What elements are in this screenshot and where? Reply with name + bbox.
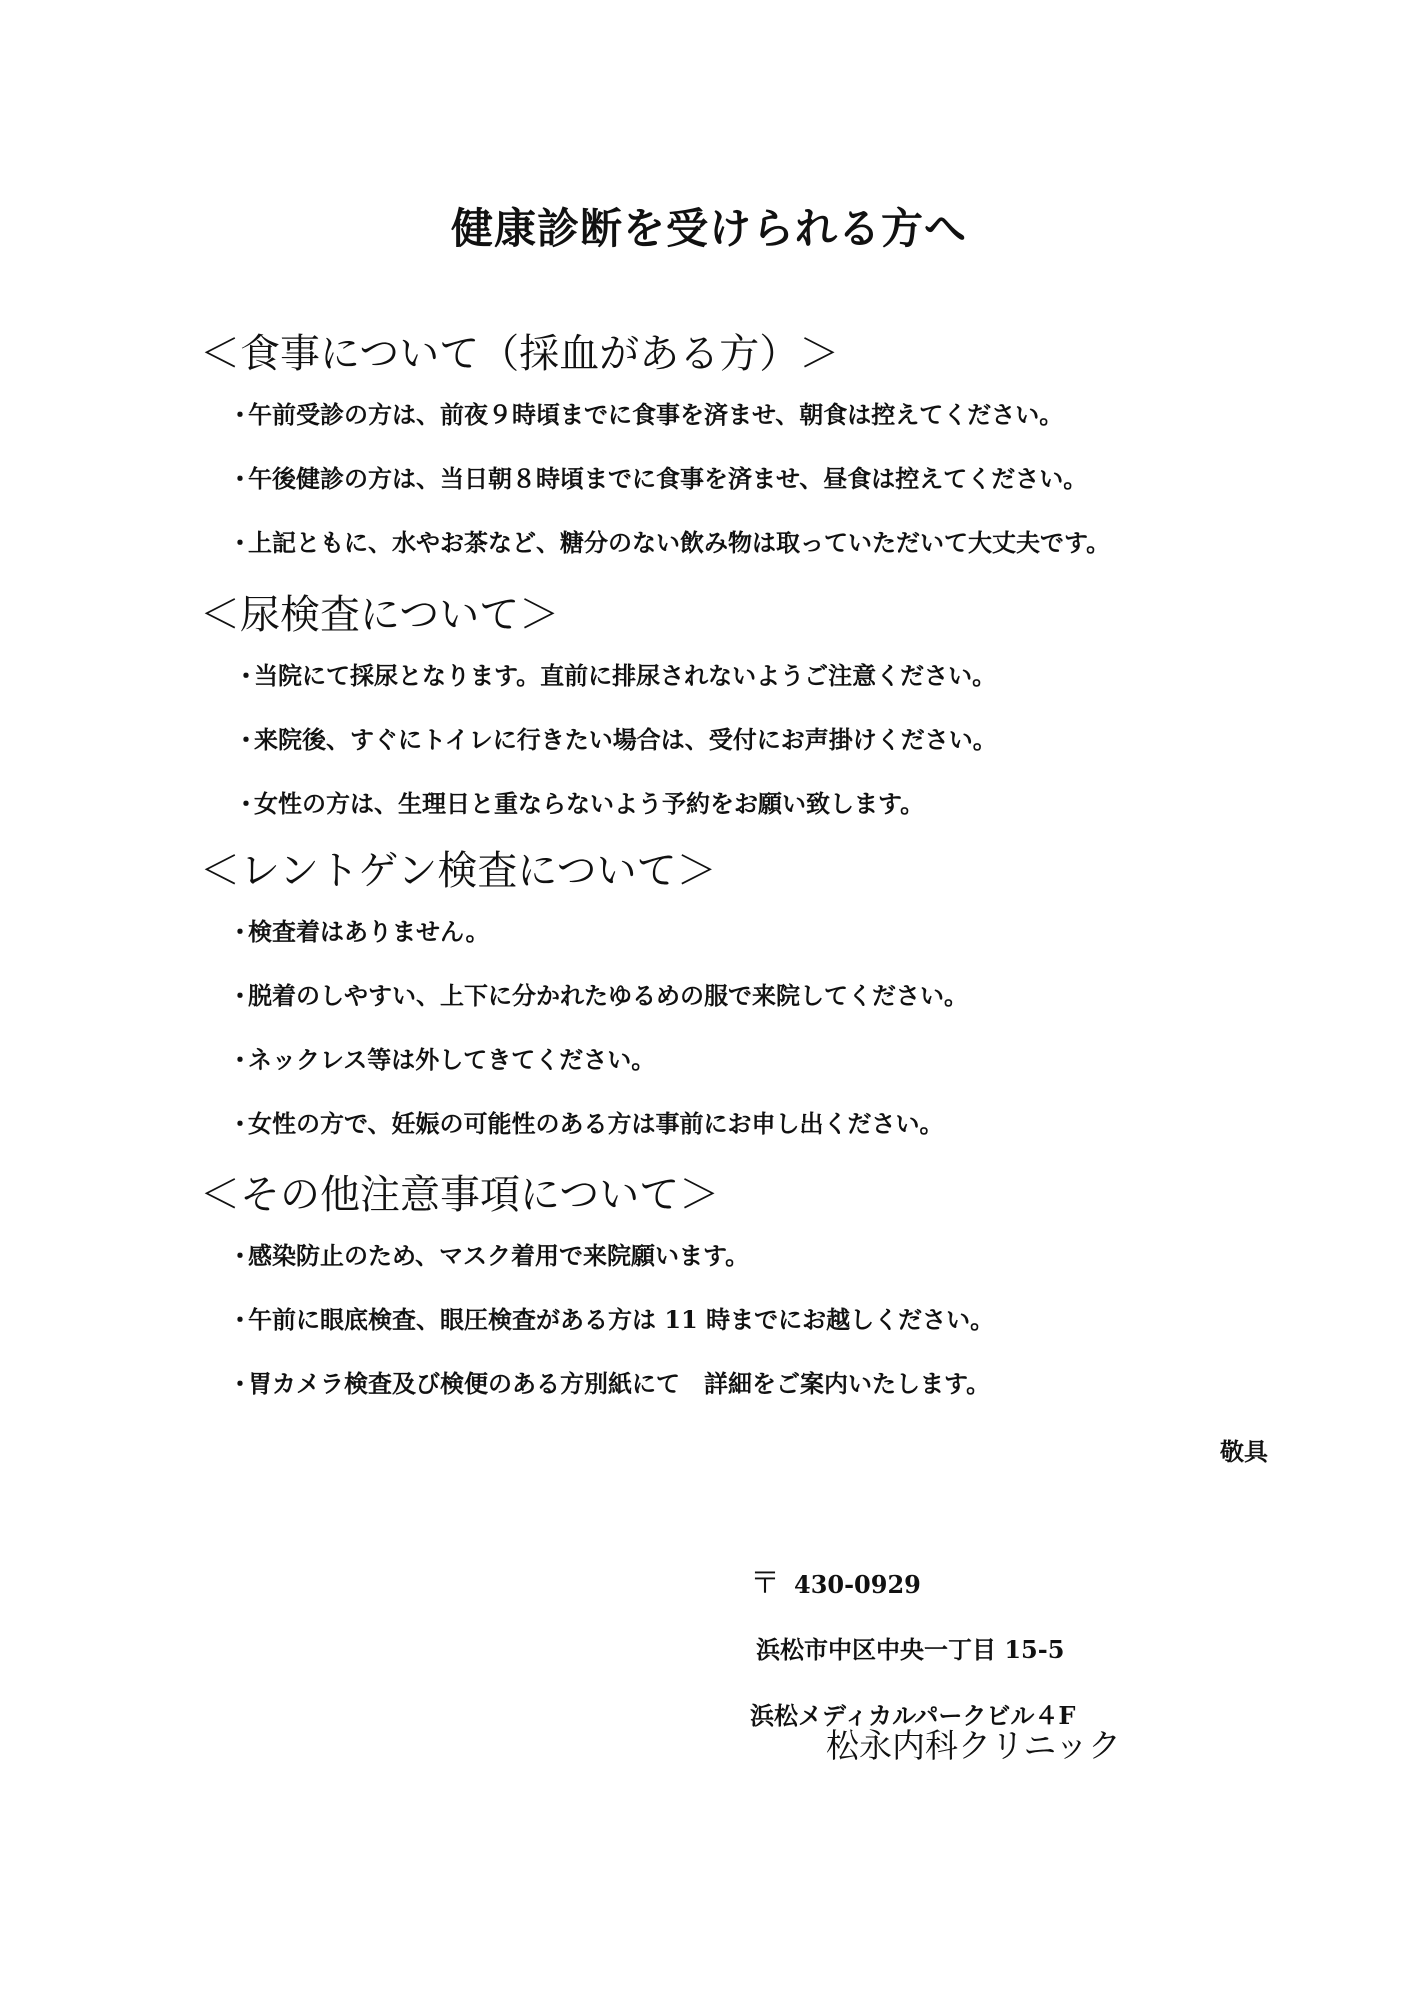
bullet-mark: ・ [234,789,258,818]
list-item [200,1352,1300,1416]
section-heading-meal: ＜食事について（採血がある方）＞ [200,331,840,377]
item-text: 脱着のしやすい、上下に分かれたゆるめの服で来院してください。 [248,981,968,1010]
bullet-mark: ・ [228,981,252,1010]
list-item [200,1028,1300,1092]
list-item [200,1224,1300,1288]
item-text: 午前に眼底検査、眼圧検査がある方は 11 時までにお越しください。 [248,1305,995,1334]
urine-items [200,644,1300,836]
bullet-mark: ・ [234,661,258,690]
list-item [200,708,1300,772]
item-text: ネックレス等は外してきてください。 [248,1045,656,1074]
document-title: 健康診断を受けられる方へ [450,204,967,253]
xray-items [200,900,1300,1156]
bullet-mark: ・ [228,1109,252,1138]
list-item [200,511,1300,575]
bullet-mark: ・ [228,464,252,493]
bullet-mark: ・ [228,1305,252,1334]
item-text: 上記ともに、水やお茶など、糖分のない飲み物は取っていただいて大丈夫です。 [248,528,1111,557]
clinic-name: 松永内科クリニック [826,1726,1122,1765]
item-text: 来院後、すぐにトイレに行きたい場合は、受付にお声掛けください。 [254,725,997,754]
bullet-mark: ・ [228,528,252,557]
list-item [200,772,1300,836]
list-item [200,644,1300,708]
list-item [200,447,1300,511]
section-urine [200,586,1300,836]
item-text: 当院にて採尿となります。直前に排尿されないようご注意ください。 [254,661,997,690]
section-heading-xray: ＜レントゲン検査について＞ [200,848,717,894]
list-item [200,383,1300,447]
section-meal [200,325,1300,575]
bullet-mark: ・ [228,917,252,946]
address-building: 浜松メディカルパークビル４F [750,1701,1076,1730]
bullet-mark: ・ [228,1241,252,1270]
meal-items [200,383,1300,575]
bullet-mark: ・ [228,1045,252,1074]
postal-line [750,1568,1250,1634]
item-text: 女性の方は、生理日と重ならないよう予約をお願い致します。 [254,789,925,818]
bullet-mark: ・ [234,725,258,754]
closing-remark: 敬具 [1220,1437,1268,1466]
list-item [200,964,1300,1028]
item-text: 午前受診の方は、前夜９時頃までに食事を済ませ、朝食は控えてください。 [248,400,1064,429]
item-text: 女性の方で、妊娠の可能性のある方は事前にお申し出ください。 [248,1109,944,1138]
item-text: 感染防止のため、マスク着用で来院願います。 [248,1241,750,1270]
address-city: 浜松市中区中央一丁目 15-5 [756,1635,1065,1664]
postal-code: 430-0929 [794,1570,921,1599]
other-items [200,1224,1300,1416]
section-other [200,1166,1300,1416]
item-text: 胃カメラ検査及び検便のある方別紙にて 詳細をご案内いたします。 [248,1369,991,1398]
section-heading-other: ＜その他注意事項について＞ [200,1172,720,1218]
section-xray [200,842,1300,1156]
bullet-mark: ・ [228,400,252,429]
list-item [200,1288,1300,1352]
item-text: 検査着はありません。 [248,917,490,946]
list-item [200,1092,1300,1156]
bullet-mark: ・ [228,1369,252,1398]
postal-mark-icon: 〒 [750,1566,780,1601]
list-item [200,900,1300,964]
item-text: 午後健診の方は、当日朝８時頃までに食事を済ませ、昼食は控えてください。 [248,464,1088,493]
section-heading-urine: ＜尿検査について＞ [200,592,560,638]
